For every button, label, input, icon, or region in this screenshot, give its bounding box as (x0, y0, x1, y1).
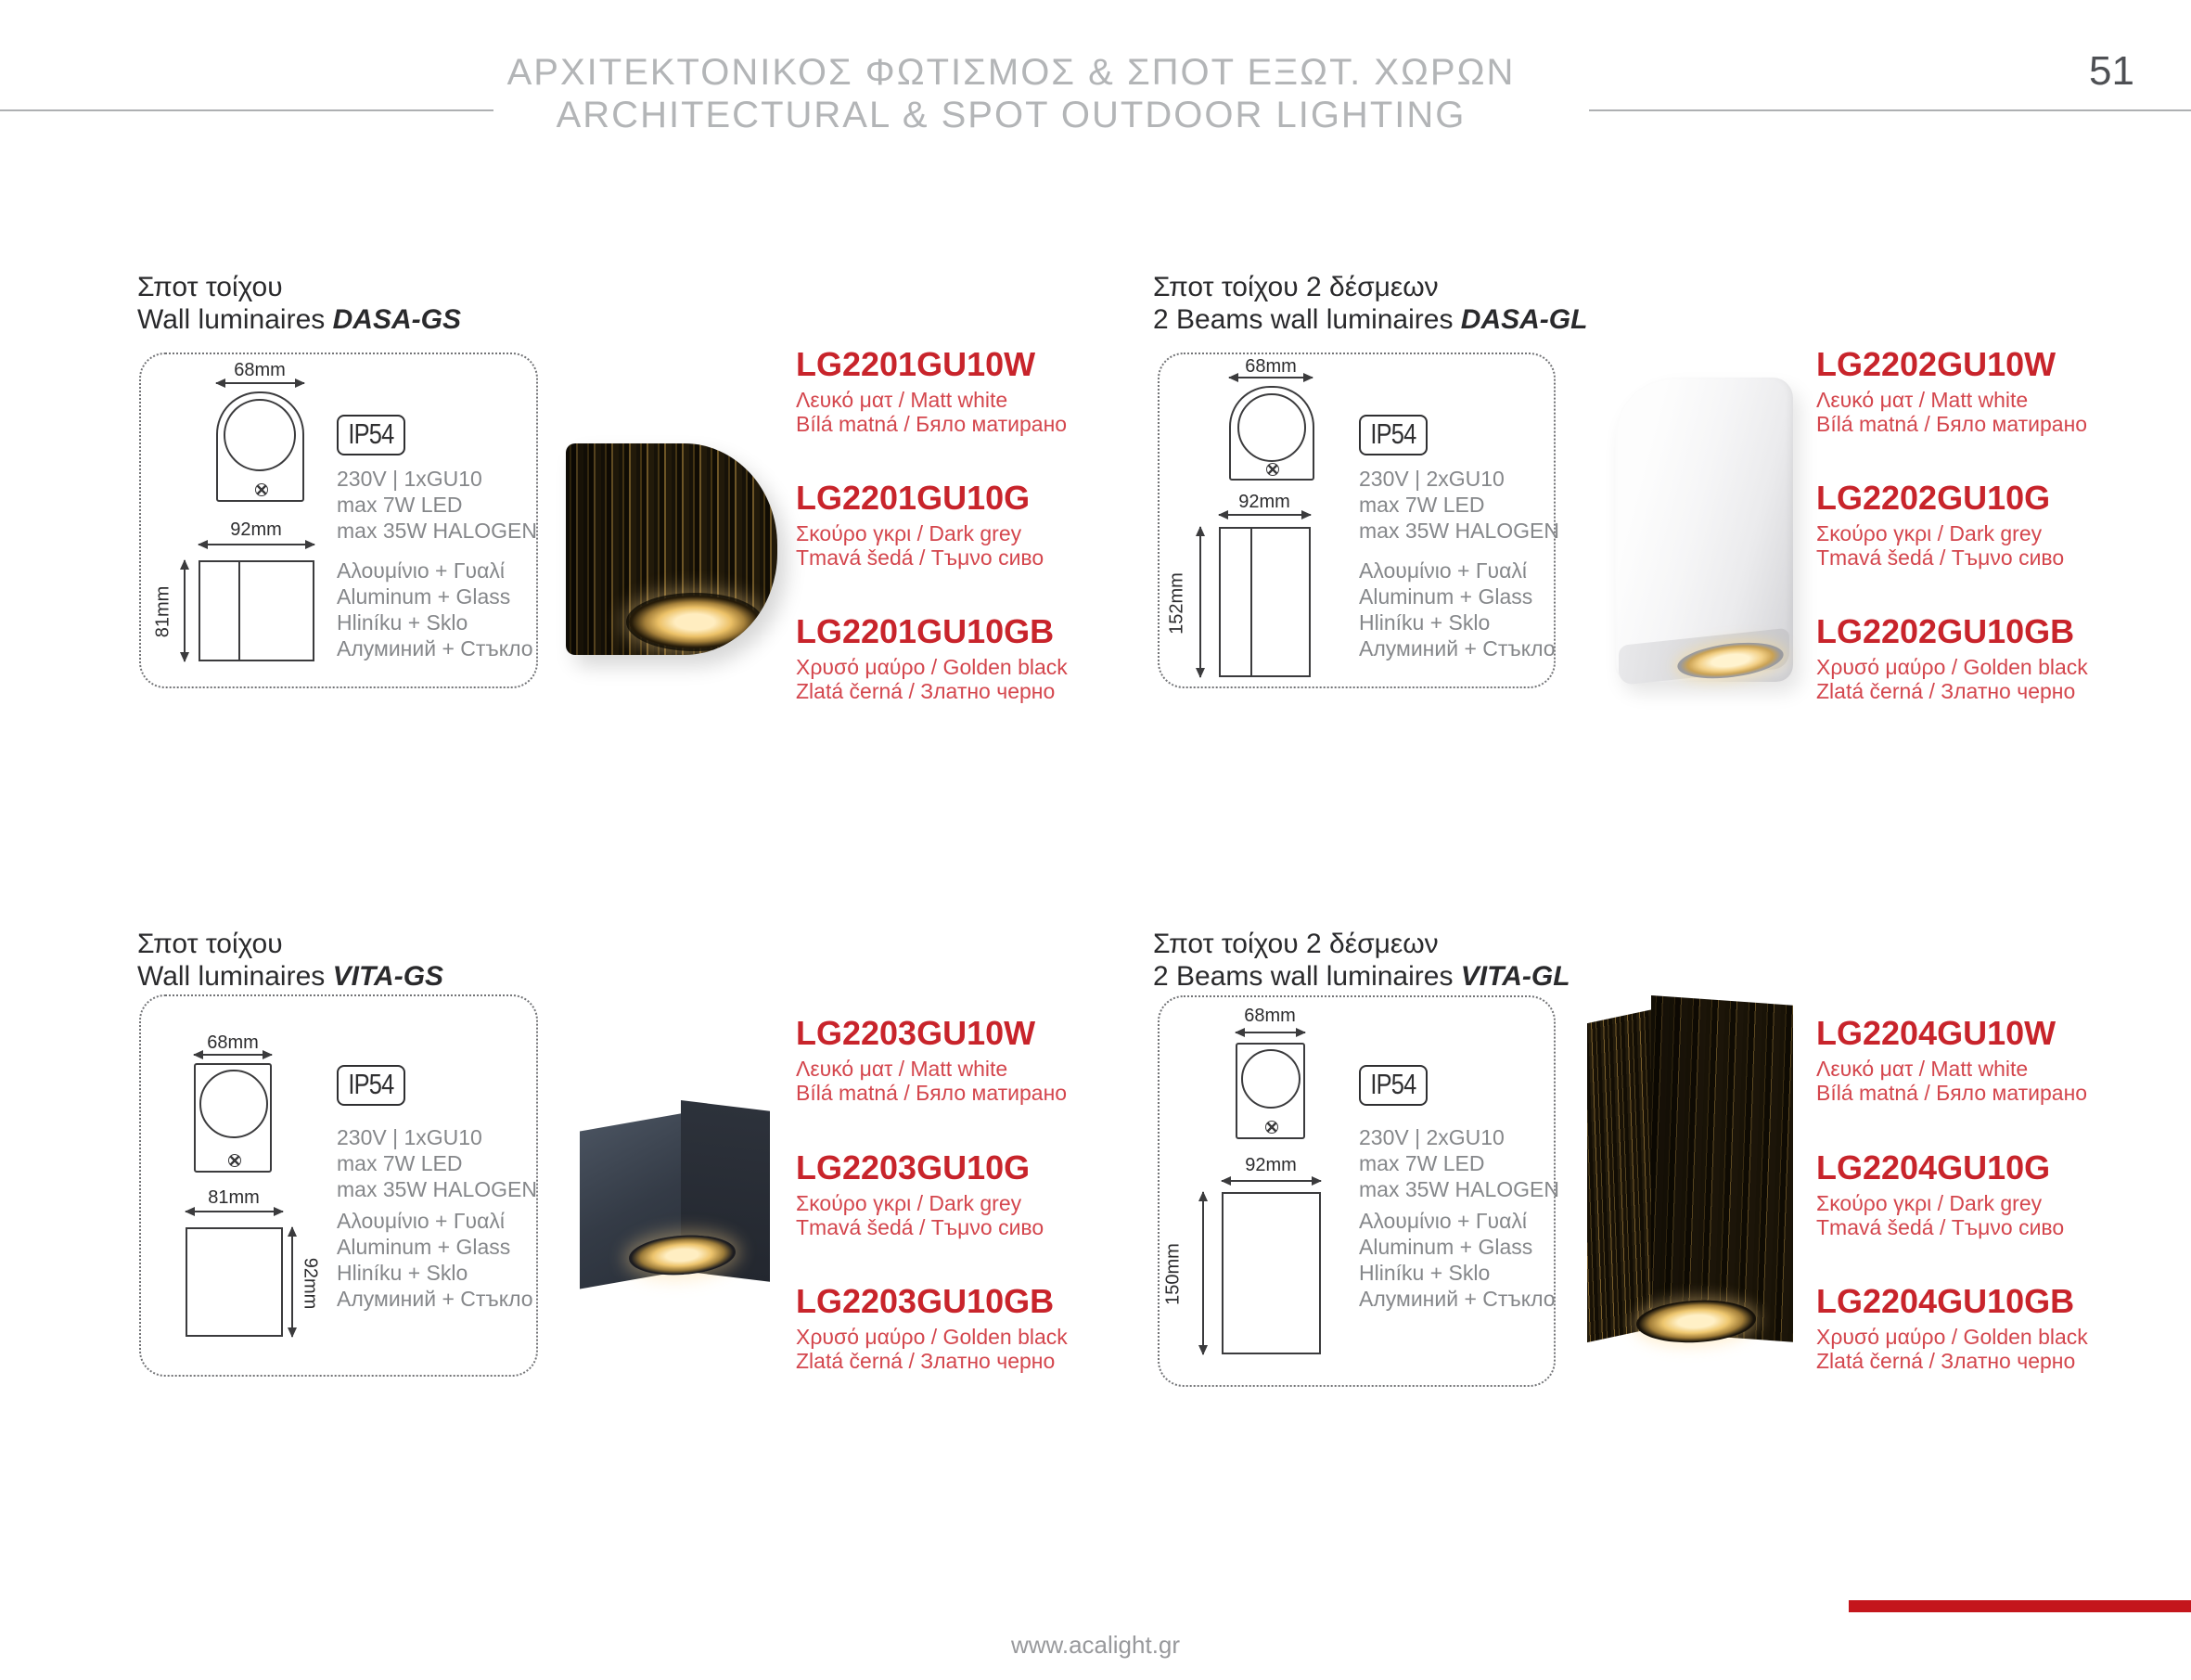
product-section-dasa-gl (1153, 271, 2191, 707)
materials-list (1359, 1208, 1556, 1312)
lamp-left-face (1587, 1009, 1653, 1342)
dimension-arrow-side-height (291, 1227, 293, 1337)
variant-desc-line2: Bílá matná / Бяло матирано (796, 1081, 1068, 1105)
variant-code: LG2203GU10GB (796, 1282, 1055, 1320)
variant-desc-line1: Χρυσό μαύρο / Golden black (796, 655, 1068, 679)
variant-description (1816, 1057, 2087, 1105)
variant-golden-black (796, 1282, 1068, 1373)
product-photo (566, 443, 777, 655)
spec-halogen: max 35W HALOGEN (337, 1177, 537, 1201)
variant-white (796, 1014, 1067, 1105)
product-title-english (137, 303, 461, 336)
variant-code: LG2203GU10G (796, 1148, 1031, 1186)
side-view-drawing (199, 560, 314, 661)
dimension-label-side-height: 150mm (1162, 1243, 1184, 1305)
variant-desc-line2: Tmavá šedá / Тъμνο сиво (796, 1215, 1044, 1239)
materials-list (337, 1208, 533, 1312)
page-number: 51 (2089, 48, 2134, 94)
lamp-front-face (1651, 995, 1793, 1341)
front-view-drawing (216, 391, 304, 502)
spec-list (1359, 1124, 1559, 1202)
variant-description (1816, 388, 2087, 436)
dimension-arrow-side-height (1199, 527, 1201, 677)
product-title-english (1153, 303, 1587, 336)
product-title-en-text: 2 Beams wall luminaires (1153, 304, 1454, 335)
variant-desc-line1: Λευκό ματ / Matt white (1816, 388, 2029, 412)
material-english: Aluminum + Glass (1359, 584, 1533, 609)
variant-desc-line1: Σκούρο γκρι / Dark grey (796, 1191, 1022, 1215)
side-view-drawing (1219, 527, 1311, 677)
dimension-arrow-side-width (186, 1211, 283, 1212)
lamp-glow (629, 596, 760, 648)
material-czech: Hliníku + Sklo (1359, 610, 1491, 635)
product-section-dasa-gs (137, 271, 1148, 707)
product-title-greek: Σποτ τοίχου (137, 929, 283, 959)
variant-golden-black (1816, 612, 2088, 703)
variant-desc-line1: Σκούρο γκρι / Dark grey (1816, 1191, 2043, 1215)
dimension-label-side-height: 92mm (300, 1257, 321, 1310)
variant-code: LG2201GU10GB (796, 612, 1055, 650)
variant-code: LG2203GU10W (796, 1014, 1036, 1052)
dimension-label-side-width: 92mm (1238, 492, 1290, 512)
material-czech: Hliníku + Sklo (337, 1261, 468, 1285)
product-title-en-text: Wall luminaires (137, 304, 326, 335)
dimension-arrow-front-width (1236, 1032, 1305, 1033)
product-title-greek: Σποτ τοίχου 2 δέσμεων (1153, 929, 1439, 959)
spec-list (337, 466, 537, 544)
product-photo (1587, 995, 1793, 1342)
variant-description (1816, 1325, 2088, 1373)
spec-halogen: max 35W HALOGEN (1359, 519, 1559, 543)
ip-rating-badge (337, 1065, 405, 1106)
lamp-face-circle (1241, 1049, 1301, 1109)
material-greek: Αλουμίνιο + Γυαλί (337, 1209, 505, 1233)
variant-code: LG2201GU10G (796, 479, 1031, 517)
variant-grey (796, 479, 1044, 570)
variant-code: LG2204GU10GB (1816, 1282, 2075, 1320)
variant-grey (796, 1148, 1044, 1239)
variant-desc-line1: Σκούρο γκρι / Dark grey (796, 521, 1022, 545)
spec-voltage: 230V | 1xGU10 (337, 467, 482, 491)
spec-list (1359, 466, 1559, 544)
product-photo (1615, 378, 1793, 682)
spec-led: max 7W LED (1359, 493, 1485, 517)
product-title (1153, 271, 1587, 336)
material-greek: Αλουμίνιο + Γυαλί (1359, 1209, 1527, 1233)
product-model: VITA-GL (1460, 961, 1570, 992)
ip-rating-badge (1359, 1065, 1428, 1106)
variant-code: LG2204GU10W (1816, 1014, 2056, 1052)
material-bulgarian: Алуминий + Стъкло (1359, 636, 1556, 660)
materials-list (337, 558, 533, 661)
product-title-en-text: 2 Beams wall luminaires (1153, 961, 1454, 992)
product-model: DASA-GL (1460, 304, 1588, 335)
dimension-label-side-width: 81mm (208, 1187, 260, 1208)
variant-golden-black (796, 612, 1068, 703)
variant-desc-line2: Zlatá černá / Златно черно (1816, 679, 2076, 703)
variant-desc-line2: Tmavá šedá / Тъμνο сиво (1816, 545, 2065, 570)
ip-rating-text: IP54 (348, 417, 394, 450)
variant-description (796, 655, 1068, 703)
dimension-arrow-front-width (216, 382, 304, 384)
dimension-arrow-side-width (1222, 1180, 1321, 1182)
variant-white (1816, 1014, 2087, 1105)
variant-white (1816, 345, 2087, 436)
ip-rating-text: IP54 (348, 1068, 394, 1100)
dimension-arrow-side-width (1219, 514, 1311, 516)
material-czech: Hliníku + Sklo (337, 610, 468, 635)
variant-code: LG2202GU10GB (1816, 612, 2075, 650)
side-view-drawing (186, 1227, 283, 1337)
variant-description (796, 1057, 1067, 1105)
side-view-divider (238, 562, 240, 660)
material-greek: Αλουμίνιο + Γυαλί (337, 558, 505, 583)
variant-desc-line2: Zlatá černá / Златно черно (1816, 1349, 2076, 1373)
dimension-label-side-width: 92mm (230, 519, 282, 540)
dimension-label-front-width: 68mm (207, 1032, 259, 1053)
variant-code: LG2202GU10W (1816, 345, 2056, 383)
spec-voltage: 230V | 1xGU10 (337, 1125, 482, 1149)
materials-list (1359, 558, 1556, 661)
dimension-label-front-width: 68mm (1245, 356, 1297, 377)
variant-desc-line1: Λευκό ματ / Matt white (1816, 1057, 2029, 1081)
product-title (137, 271, 461, 336)
dimension-arrow-side-height (184, 560, 186, 661)
page-title-english: ARCHITECTURAL & SPOT OUTDOOR LIGHTING (556, 95, 1467, 135)
dimension-label-side-height: 81mm (152, 585, 173, 638)
product-title (1153, 928, 1570, 993)
product-title (137, 928, 443, 993)
screw-icon (255, 483, 268, 496)
variant-description (1816, 1191, 2064, 1239)
ip-rating-text: IP54 (1370, 417, 1416, 450)
product-title-english (137, 960, 443, 993)
product-title-greek: Σποτ τοίχου 2 δέσμεων (1153, 272, 1439, 302)
variant-code: LG2204GU10G (1816, 1148, 2051, 1186)
variant-desc-line2: Zlatá černá / Златно черно (796, 1349, 1056, 1373)
variant-desc-line1: Χρυσό μαύρο / Golden black (796, 1325, 1068, 1349)
dimension-arrow-front-width (194, 1054, 272, 1056)
ip-rating-text: IP54 (1370, 1068, 1416, 1100)
product-title-greek: Σποτ τοίχου (137, 272, 283, 302)
footer-red-bar (1849, 1600, 2191, 1612)
front-view-drawing (194, 1063, 272, 1173)
page-title-greek: ΑΡΧΙΤΕΚΤΟΝΙΚΟΣ ΦΩΤΙΣΜΟΣ & ΣΠΟΤ ΕΞΩΤ. ΧΩΡΩΝ (506, 52, 1516, 93)
spec-halogen: max 35W HALOGEN (1359, 1177, 1559, 1201)
material-english: Aluminum + Glass (1359, 1235, 1533, 1259)
spec-list (337, 1124, 537, 1202)
variant-desc-line2: Tmavá šedá / Тъμνο сиво (1816, 1215, 2065, 1239)
variant-desc-line2: Bílá matná / Бяло матирано (796, 412, 1068, 436)
variant-desc-line2: Bílá matná / Бяло матирано (1816, 412, 2088, 436)
dimension-label-side-height: 152mm (1166, 572, 1187, 635)
dimension-label-side-width: 92mm (1245, 1155, 1297, 1175)
ip-rating-badge (337, 415, 405, 455)
variant-desc-line2: Tmavá šedá / Тъμνο сиво (796, 545, 1044, 570)
ip-rating-badge (1359, 415, 1428, 455)
front-view-drawing (1236, 1043, 1305, 1139)
variant-description (1816, 521, 2064, 570)
screw-icon (1265, 1121, 1278, 1134)
variant-desc-line1: Χρυσό μαύρο / Golden black (1816, 1325, 2088, 1349)
material-czech: Hliníku + Sklo (1359, 1261, 1491, 1285)
variant-desc-line1: Σκούρο γκρι / Dark grey (1816, 521, 2043, 545)
side-view-drawing (1222, 1192, 1321, 1354)
variant-description (1816, 655, 2088, 703)
spec-halogen: max 35W HALOGEN (337, 519, 537, 543)
product-title-english (1153, 960, 1570, 993)
variant-desc-line1: Λευκό ματ / Matt white (796, 388, 1008, 412)
material-english: Aluminum + Glass (337, 1235, 511, 1259)
dimension-arrow-side-width (199, 544, 314, 545)
product-model: DASA-GS (332, 304, 461, 335)
variant-description (796, 521, 1044, 570)
front-view-drawing (1229, 386, 1314, 481)
dimension-arrow-front-width (1229, 377, 1313, 378)
product-model: VITA-GS (332, 961, 444, 992)
material-bulgarian: Алуминий + Стъкло (337, 1287, 533, 1311)
spec-voltage: 230V | 2xGU10 (1359, 1125, 1505, 1149)
variant-description (796, 1325, 1068, 1373)
product-photo (580, 1095, 770, 1278)
variant-desc-line1: Χρυσό μαύρο / Golden black (1816, 655, 2088, 679)
material-bulgarian: Алуминий + Стъкло (1359, 1287, 1556, 1311)
screw-icon (1266, 463, 1279, 476)
variant-golden-black (1816, 1282, 2088, 1373)
dimension-label-front-width: 68mm (234, 360, 286, 380)
product-section-vita-gs (137, 928, 1148, 1391)
lamp-face-circle (199, 1070, 268, 1138)
dimension-label-front-width: 68mm (1244, 1006, 1296, 1026)
variant-desc-line2: Zlatá černá / Златно черно (796, 679, 1056, 703)
spec-led: max 7W LED (1359, 1151, 1485, 1175)
lamp-face-circle (1237, 393, 1306, 462)
spec-voltage: 230V | 2xGU10 (1359, 467, 1505, 491)
variant-desc-line2: Bílá matná / Бяло матирано (1816, 1081, 2088, 1105)
variant-code: LG2202GU10G (1816, 479, 2051, 517)
variant-description (796, 1191, 1044, 1239)
material-bulgarian: Алуминий + Стъкло (337, 636, 533, 660)
dimension-arrow-side-height (1202, 1192, 1204, 1354)
variant-code: LG2201GU10W (796, 345, 1036, 383)
material-english: Aluminum + Glass (337, 584, 511, 609)
screw-icon (228, 1154, 241, 1167)
spec-led: max 7W LED (337, 493, 463, 517)
spec-led: max 7W LED (337, 1151, 463, 1175)
variant-grey (1816, 479, 2064, 570)
product-section-vita-gl (1153, 928, 2191, 1391)
variant-white (796, 345, 1067, 436)
side-view-divider (1250, 529, 1252, 675)
lamp-face-circle (224, 399, 296, 471)
product-title-en-text: Wall luminaires (137, 961, 326, 992)
variant-desc-line1: Λευκό ματ / Matt white (796, 1057, 1008, 1081)
variant-grey (1816, 1148, 2064, 1239)
variant-description (796, 388, 1067, 436)
footer-url[interactable]: www.acalight.gr (1010, 1631, 1181, 1659)
material-greek: Αλουμίνιο + Γυαλί (1359, 558, 1527, 583)
